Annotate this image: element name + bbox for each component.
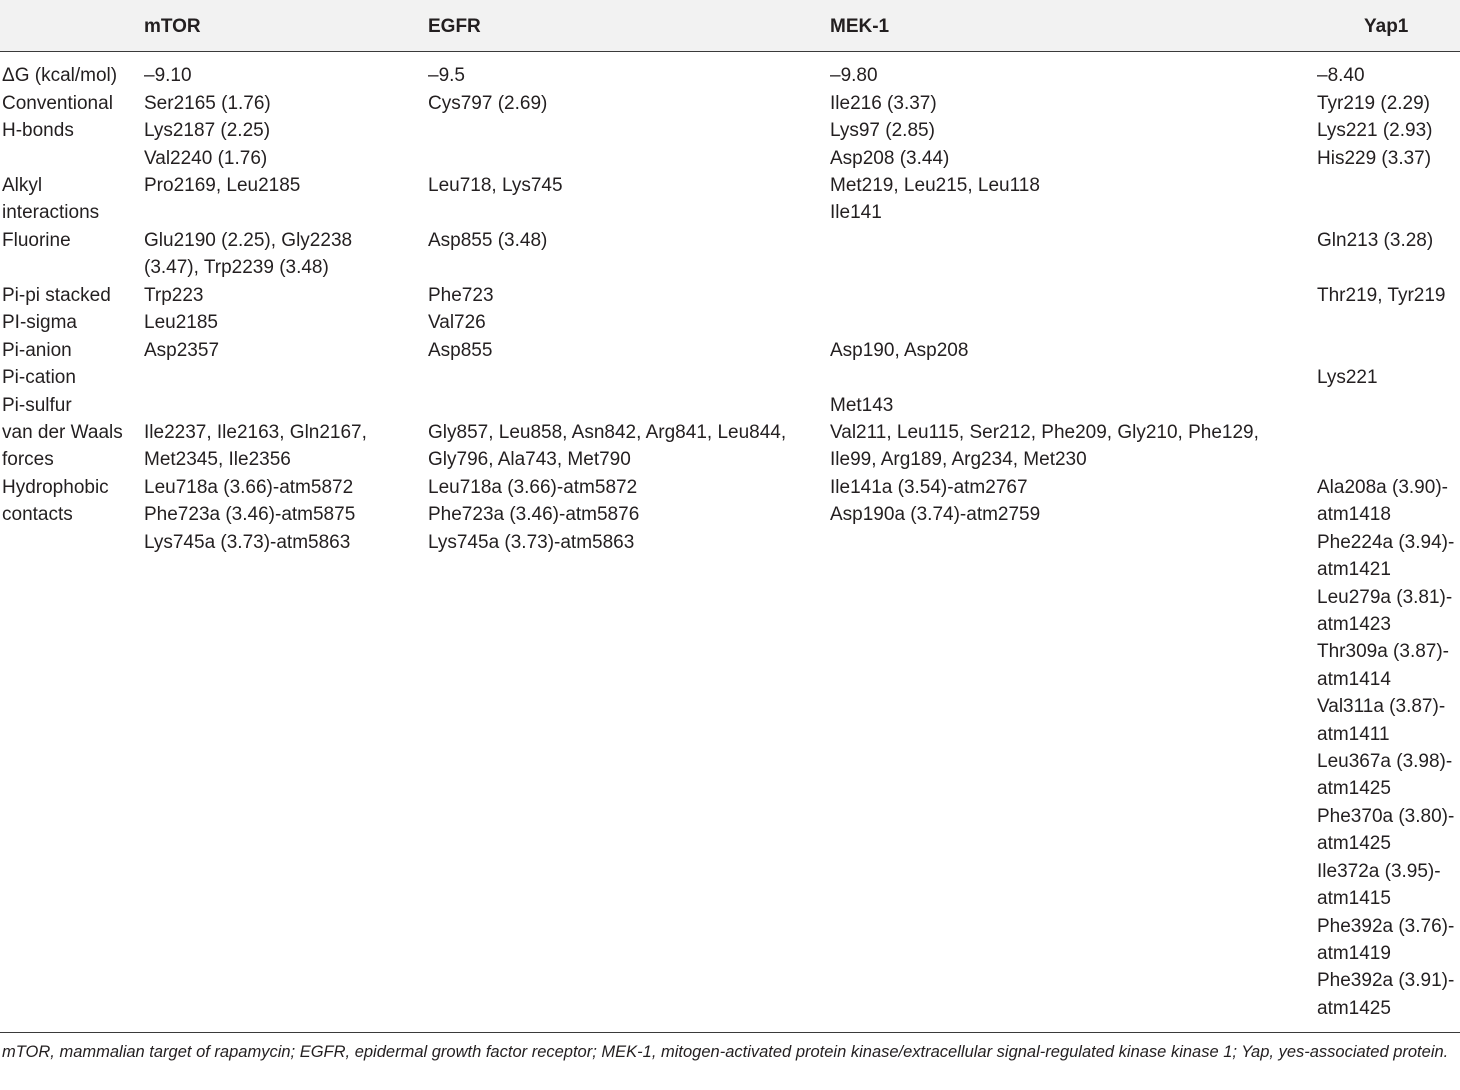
cell-line: van der Waals xyxy=(2,422,123,443)
cell-fluorine-mtor xyxy=(144,227,352,282)
cell-line: Pi-sulfur xyxy=(2,395,72,416)
cell-line: Val726 xyxy=(428,312,486,333)
cell-line: Leu718, Lys745 xyxy=(428,175,563,196)
header-cell-yap1: Yap1 xyxy=(1364,16,1409,37)
cell-line: Lys97 (2.85) xyxy=(830,120,935,142)
cell-line: Val211, Leu115, Ser212, Phe209, Gly210, Phe129, xyxy=(830,422,1259,443)
cell-line: Pi-anion xyxy=(2,340,72,361)
cell-line: Cys797 (2.69) xyxy=(428,93,548,114)
cell-alkyl-mtor xyxy=(144,172,300,199)
cell-hydrophobic-mek1 xyxy=(830,474,1040,529)
cell-pisigma-parameter xyxy=(2,309,77,336)
cell-pication-parameter xyxy=(2,364,76,391)
cell-vdw-mek1 xyxy=(830,419,1259,474)
cell-pipi-parameter xyxy=(2,282,111,309)
cell-alkyl-parameter xyxy=(2,172,99,227)
cell-hbonds-egfr xyxy=(428,90,547,117)
cell-fluorine-parameter xyxy=(2,227,71,254)
table-header-band xyxy=(0,0,1460,51)
cell-line: –8.40 xyxy=(1317,65,1365,86)
cell-line: Met219, Leu215, Leu118 xyxy=(830,175,1040,196)
cell-fluorine-egfr xyxy=(428,227,547,254)
cell-line: Phe723 xyxy=(428,285,494,306)
cell-hydrophobic-egfr xyxy=(428,474,639,556)
cell-dg-mek1 xyxy=(830,62,878,89)
cell-line: Phe392a (3.76)- xyxy=(1317,915,1455,937)
cell-line: Asp2357 xyxy=(144,340,220,361)
cell-dg-egfr xyxy=(428,62,465,89)
cell-line: Ile372a (3.95)- xyxy=(1317,860,1441,882)
cell-line: –9.10 xyxy=(144,65,192,86)
cell-line: Asp208 (3.44) xyxy=(830,147,950,169)
cell-line: Ile141 xyxy=(830,202,882,224)
cell-pipi-egfr xyxy=(428,282,494,309)
cell-line: Trp223 xyxy=(144,285,204,306)
cell-line: Gly857, Leu858, Asn842, Arg841, Leu844, xyxy=(428,422,787,443)
header-rule xyxy=(0,51,1460,52)
cell-line: Gln213 (3.28) xyxy=(1317,230,1434,251)
cell-line: Leu367a (3.98)- xyxy=(1317,751,1453,773)
cell-alkyl-egfr xyxy=(428,172,563,199)
header-cell-mtor: mTOR xyxy=(144,16,201,37)
cell-line: Leu718a (3.66)-atm5872 xyxy=(144,477,354,498)
cell-line: Thr219, Tyr219 xyxy=(1317,285,1446,306)
cell-line: Lys221 (2.93) xyxy=(1317,120,1433,142)
cell-hydrophobic-yap1 xyxy=(1317,474,1454,1022)
cell-line: atm1414 xyxy=(1317,668,1391,690)
cell-line: PI-sigma xyxy=(2,312,77,333)
cell-line: Met2345, Ile2356 xyxy=(144,449,291,471)
cell-vdw-egfr xyxy=(428,419,786,474)
cell-line: Leu718a (3.66)-atm5872 xyxy=(428,477,638,498)
cell-line: atm1411 xyxy=(1317,723,1390,745)
cell-hbonds-mek1 xyxy=(830,90,949,172)
cell-line: contacts xyxy=(2,504,73,526)
table-footnote: mTOR, mammalian target of rapamycin; EGFR, epidermal growth factor receptor; MEK-1, mitogen-activated protein kinase/extracellular signal-regulated kinase kinase 1; Yap, yes-associated protein. xyxy=(2,1043,1449,1061)
cell-pianion-parameter xyxy=(2,337,72,364)
cell-pianion-mek1 xyxy=(830,337,968,364)
cell-line: Ala208a (3.90)- xyxy=(1317,477,1448,498)
cell-hydrophobic-parameter xyxy=(2,474,109,529)
cell-line: atm1419 xyxy=(1317,942,1391,964)
cell-line: Asp190, Asp208 xyxy=(830,340,969,361)
cell-line: atm1418 xyxy=(1317,504,1391,526)
cell-dg-parameter xyxy=(2,62,117,89)
cell-vdw-parameter xyxy=(2,419,123,474)
cell-hydrophobic-mtor xyxy=(144,474,355,556)
cell-line: interactions xyxy=(2,202,100,224)
cell-line: Ile2237, Ile2163, Gln2167, xyxy=(144,422,367,443)
cell-line: Lys745a (3.73)-atm5863 xyxy=(144,531,351,553)
cell-line: –9.5 xyxy=(428,65,465,86)
cell-line: Met143 xyxy=(830,395,894,416)
cell-line: Phe723a (3.46)-atm5876 xyxy=(428,504,640,526)
cell-line: Leu279a (3.81)- xyxy=(1317,586,1453,608)
cell-line: His229 (3.37) xyxy=(1317,147,1432,169)
cell-line: Phe224a (3.94)- xyxy=(1317,531,1455,553)
cell-line: Conventional xyxy=(2,93,113,114)
cell-line: Pro2169, Leu2185 xyxy=(144,175,301,196)
cell-dg-yap1 xyxy=(1317,62,1365,89)
cell-pianion-egfr xyxy=(428,337,492,364)
cell-hbonds-mtor xyxy=(144,90,271,172)
cell-line: atm1415 xyxy=(1317,888,1391,910)
cell-line: Phe392a (3.91)- xyxy=(1317,970,1455,992)
cell-line: atm1425 xyxy=(1317,833,1391,855)
cell-line: Lys745a (3.73)-atm5863 xyxy=(428,531,635,553)
cell-line: Val311a (3.87)- xyxy=(1317,696,1446,718)
cell-line: Fluorine xyxy=(2,230,71,251)
cell-pisigma-mtor xyxy=(144,309,218,336)
cell-vdw-mtor xyxy=(144,419,367,474)
cell-pication-yap1 xyxy=(1317,364,1378,391)
cell-pianion-mtor xyxy=(144,337,219,364)
cell-line: Asp855 xyxy=(428,340,493,361)
cell-pipi-yap1 xyxy=(1317,282,1446,309)
cell-line: Alkyl xyxy=(2,175,43,196)
cell-line: ΔG (kcal/mol) xyxy=(2,65,118,86)
cell-fluorine-yap1 xyxy=(1317,227,1433,254)
cell-line: Asp190a (3.74)-atm2759 xyxy=(830,504,1041,526)
header-cell-mek1: MEK-1 xyxy=(830,16,890,37)
cell-line: H-bonds xyxy=(2,120,74,142)
cell-line: Val2240 (1.76) xyxy=(144,147,268,169)
cell-line: Leu2185 xyxy=(144,312,218,333)
header-cell-egfr: EGFR xyxy=(428,16,481,37)
cell-hbonds-yap1 xyxy=(1317,90,1432,172)
cell-line: Tyr219 (2.29) xyxy=(1317,93,1430,114)
cell-pisigma-egfr xyxy=(428,309,486,336)
cell-line: Asp855 (3.48) xyxy=(428,230,548,251)
cell-line: Ile99, Arg189, Arg234, Met230 xyxy=(830,449,1087,471)
cell-line: Pi-cation xyxy=(2,367,76,388)
cell-line: Ile141a (3.54)-atm2767 xyxy=(830,477,1028,498)
cell-line: Pi-pi stacked xyxy=(2,285,111,306)
cell-line: (3.47), Trp2239 (3.48) xyxy=(144,257,329,279)
cell-line: Hydrophobic xyxy=(2,477,109,498)
cell-line: Thr309a (3.87)- xyxy=(1317,641,1450,663)
cell-dg-mtor xyxy=(144,62,192,89)
cell-line: Phe370a (3.80)- xyxy=(1317,805,1455,827)
cell-line: Ser2165 (1.76) xyxy=(144,93,271,114)
cell-line: atm1425 xyxy=(1317,778,1391,800)
cell-line: –9.80 xyxy=(830,65,878,86)
cell-pipi-mtor xyxy=(144,282,204,309)
cell-line: Ile216 (3.37) xyxy=(830,93,937,114)
footer-rule xyxy=(0,1032,1460,1033)
cell-line: atm1421 xyxy=(1317,559,1391,581)
cell-pisulfur-parameter xyxy=(2,392,72,419)
cell-line: Lys2187 (2.25) xyxy=(144,120,271,142)
cell-line: Gly796, Ala743, Met790 xyxy=(428,449,631,471)
cell-line: atm1423 xyxy=(1317,614,1391,636)
cell-line: atm1425 xyxy=(1317,997,1391,1019)
cell-line: Lys221 xyxy=(1317,367,1378,388)
cell-line: Glu2190 (2.25), Gly2238 xyxy=(144,230,353,251)
cell-hbonds-parameter xyxy=(2,90,113,145)
cell-line: forces xyxy=(2,449,54,471)
cell-alkyl-mek1 xyxy=(830,172,1040,227)
cell-line: Phe723a (3.46)-atm5875 xyxy=(144,504,356,526)
cell-pisulfur-mek1 xyxy=(830,392,893,419)
